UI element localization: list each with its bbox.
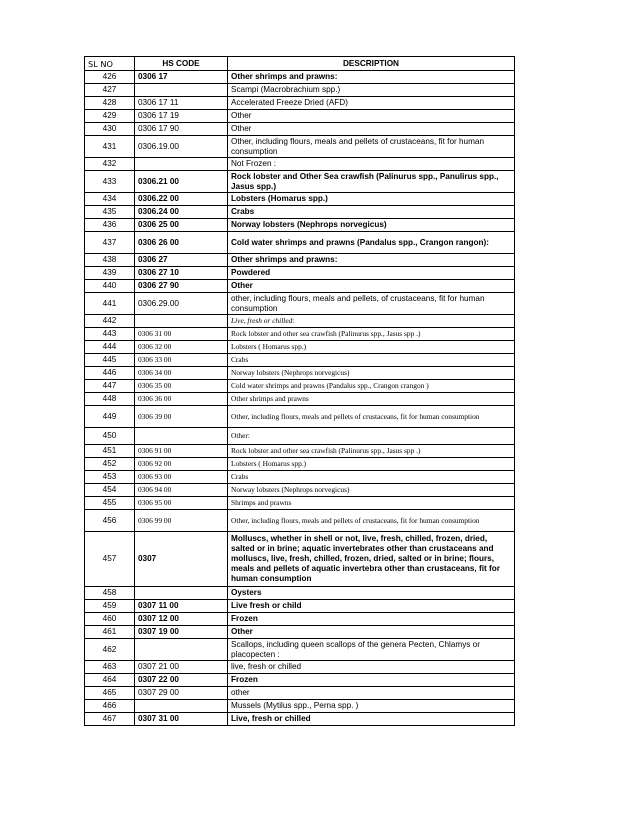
hs-code-cell: 0307 21 00	[135, 661, 228, 674]
table-row	[85, 639, 515, 661]
table-row	[85, 406, 515, 428]
description-cell: Live, fresh or chilled	[228, 713, 515, 726]
sl-no-cell: 429	[85, 110, 135, 123]
header-hs-code: HS CODE	[135, 57, 228, 71]
hs-code-cell: 0306 36 00	[135, 393, 228, 406]
sl-no-cell: 437	[85, 232, 135, 254]
sl-no-cell: 449	[85, 406, 135, 428]
sl-no-cell: 433	[85, 171, 135, 193]
description-cell: Other, including flours, meals and pellets of crustaceans, fit for human consumption	[228, 406, 515, 428]
hs-code-cell: 0306 99 00	[135, 510, 228, 532]
hs-code-cell: 0307 11 00	[135, 600, 228, 613]
sl-no-cell: 431	[85, 136, 135, 158]
table-row	[85, 328, 515, 341]
sl-no-cell: 447	[85, 380, 135, 393]
hs-code-cell: 0306 35 00	[135, 380, 228, 393]
hs-code-cell: 0307 12 00	[135, 613, 228, 626]
table-row	[85, 687, 515, 700]
hs-code-cell: 0306.29.00	[135, 293, 228, 315]
hs-code-cell: 0306 94 00	[135, 484, 228, 497]
hs-code-cell: 0306 17	[135, 71, 228, 84]
hs-code-cell: 0306.19.00	[135, 136, 228, 158]
sl-no-cell: 454	[85, 484, 135, 497]
hs-code-cell: 0306 95 00	[135, 497, 228, 510]
sl-no-cell: 448	[85, 393, 135, 406]
table-row	[85, 471, 515, 484]
description-cell: Accelerated Freeze Dried (AFD)	[228, 97, 515, 110]
description-cell: other	[228, 687, 515, 700]
description-cell: Other shrimps and prawns:	[228, 71, 515, 84]
description-cell: live, fresh or chilled	[228, 661, 515, 674]
description-cell: Lobsters (Homarus spp.)	[228, 193, 515, 206]
hs-code-cell: 0306 17 19	[135, 110, 228, 123]
description-cell: Other, including flours, meals and pellets of crustaceans, fit for human consumption	[228, 510, 515, 532]
hs-code-cell	[135, 315, 228, 328]
table-row	[85, 123, 515, 136]
hs-code-cell: 0306 92 00	[135, 458, 228, 471]
hs-code-cell: 0306 34 00	[135, 367, 228, 380]
description-cell: Not Frozen :	[228, 158, 515, 171]
sl-no-cell: 438	[85, 254, 135, 267]
description-cell: Other, including flours, meals and pellets of crustaceans, fit for human consumption	[228, 136, 515, 158]
description-cell: Other	[228, 626, 515, 639]
table-row	[85, 158, 515, 171]
hs-code-cell: 0306 27 90	[135, 280, 228, 293]
table-row	[85, 445, 515, 458]
table-row	[85, 354, 515, 367]
table-row	[85, 367, 515, 380]
sl-no-cell: 443	[85, 328, 135, 341]
hs-code-cell	[135, 587, 228, 600]
table-row	[85, 428, 515, 445]
hs-code-cell: 0307 19 00	[135, 626, 228, 639]
hs-code-cell: 0306 39 00	[135, 406, 228, 428]
description-cell: Other shrimps and prawns	[228, 393, 515, 406]
header-sl-no: SL NO	[85, 57, 135, 71]
sl-no-cell: 430	[85, 123, 135, 136]
sl-no-cell: 439	[85, 267, 135, 280]
description-cell: Rock lobster and Other Sea crawfish (Palinurus spp., Panulirus spp., Jasus spp.)	[228, 171, 515, 193]
table-row	[85, 510, 515, 532]
description-cell: Norway lobsters (Nephrops norvegicus)	[228, 367, 515, 380]
hs-code-cell	[135, 428, 228, 445]
description-cell: Other	[228, 110, 515, 123]
description-cell: Crabs	[228, 354, 515, 367]
header-description: DESCRIPTION	[228, 57, 515, 71]
description-cell: Oysters	[228, 587, 515, 600]
sl-no-cell: 462	[85, 639, 135, 661]
sl-no-cell: 450	[85, 428, 135, 445]
description-cell: Rock lobster and other sea crawfish (Palinurus spp., Jasus spp .)	[228, 328, 515, 341]
description-cell: Scampi (Macrobrachium spp.)	[228, 84, 515, 97]
table-row	[85, 613, 515, 626]
hs-code-cell: 0306 27	[135, 254, 228, 267]
sl-no-cell: 451	[85, 445, 135, 458]
sl-no-cell: 458	[85, 587, 135, 600]
sl-no-cell: 456	[85, 510, 135, 532]
hs-code-cell: 0307 31 00	[135, 713, 228, 726]
sl-no-cell: 436	[85, 219, 135, 232]
table-row	[85, 713, 515, 726]
hs-code-cell	[135, 639, 228, 661]
table-row	[85, 600, 515, 613]
description-cell: Live fresh or child	[228, 600, 515, 613]
sl-no-cell: 465	[85, 687, 135, 700]
description-cell: Live, fresh or chilled:	[228, 315, 515, 328]
hs-code-cell: 0307 29 00	[135, 687, 228, 700]
table-row	[85, 458, 515, 471]
table-row	[85, 626, 515, 639]
sl-no-cell: 445	[85, 354, 135, 367]
sl-no-cell: 428	[85, 97, 135, 110]
table-row	[85, 267, 515, 280]
hs-code-cell	[135, 84, 228, 97]
hs-code-table	[84, 56, 515, 726]
description-cell: Crabs	[228, 206, 515, 219]
hs-code-cell: 0306 31 00	[135, 328, 228, 341]
sl-no-cell: 457	[85, 532, 135, 587]
table-row	[85, 532, 515, 587]
description-cell: Powdered	[228, 267, 515, 280]
table-row	[85, 341, 515, 354]
table-row	[85, 219, 515, 232]
table-row	[85, 206, 515, 219]
sl-no-cell: 435	[85, 206, 135, 219]
hs-code-cell: 0306 27 10	[135, 267, 228, 280]
sl-no-cell: 432	[85, 158, 135, 171]
sl-no-cell: 464	[85, 674, 135, 687]
table-row	[85, 587, 515, 600]
table-body	[85, 71, 515, 726]
description-cell: Crabs	[228, 471, 515, 484]
hs-code-cell: 0306.24 00	[135, 206, 228, 219]
sl-no-cell: 434	[85, 193, 135, 206]
description-cell: Lobsters ( Homarus spp.)	[228, 458, 515, 471]
table-row	[85, 136, 515, 158]
hs-code-cell: 0306 17 11	[135, 97, 228, 110]
sl-no-cell: 466	[85, 700, 135, 713]
hs-code-cell: 0306 17 90	[135, 123, 228, 136]
sl-no-cell: 460	[85, 613, 135, 626]
sl-no-cell: 426	[85, 71, 135, 84]
sl-no-cell: 461	[85, 626, 135, 639]
sl-no-cell: 442	[85, 315, 135, 328]
table-row	[85, 84, 515, 97]
table-row	[85, 315, 515, 328]
hs-code-cell: 0306 32 00	[135, 341, 228, 354]
sl-no-cell: 467	[85, 713, 135, 726]
table-row	[85, 393, 515, 406]
sl-no-cell: 463	[85, 661, 135, 674]
table-row	[85, 254, 515, 267]
description-cell: Scallops, including queen scallops of the genera Pecten, Chlamys or placopecten :	[228, 639, 515, 661]
description-cell: Other:	[228, 428, 515, 445]
hs-code-cell: 0306.22 00	[135, 193, 228, 206]
sl-no-cell: 440	[85, 280, 135, 293]
sl-no-cell: 459	[85, 600, 135, 613]
description-cell: Shrimps and prawns	[228, 497, 515, 510]
hs-code-cell: 0306 33 00	[135, 354, 228, 367]
hs-code-cell: 0306 26 00	[135, 232, 228, 254]
table-row	[85, 280, 515, 293]
description-cell: Cold water shrimps and prawns (Pandalus spp., Crangon crangon )	[228, 380, 515, 393]
hs-code-cell: 0307	[135, 532, 228, 587]
description-cell: Other	[228, 123, 515, 136]
table-row	[85, 674, 515, 687]
description-cell: Molluscs, whether in shell or not, live, fresh, chilled, frozen, dried, salted or in brine; aquatic invertebrates other than crustaceans and molluscs, live, fresh, chilled, frozen, dried, salted or in brine; flours, meals and pellets of aquatic invertebra other than crustaceans, fit for human consumption	[228, 532, 515, 587]
description-cell: Other shrimps and prawns:	[228, 254, 515, 267]
description-cell: Norway lobsters (Nephrops norvegicus)	[228, 484, 515, 497]
sl-no-cell: 455	[85, 497, 135, 510]
hs-code-cell	[135, 158, 228, 171]
table-row	[85, 193, 515, 206]
description-cell: Lobsters ( Homarus spp.)	[228, 341, 515, 354]
table-row	[85, 497, 515, 510]
table-row	[85, 380, 515, 393]
description-cell: Mussels (Mytilus spp., Perna spp. )	[228, 700, 515, 713]
table-row	[85, 232, 515, 254]
sl-no-cell: 444	[85, 341, 135, 354]
description-cell: Frozen	[228, 674, 515, 687]
sl-no-cell: 427	[85, 84, 135, 97]
hs-code-cell: 0306 25 00	[135, 219, 228, 232]
table-header-row	[85, 57, 515, 71]
hs-code-cell	[135, 700, 228, 713]
description-cell: Norway lobsters (Nephrops norvegicus)	[228, 219, 515, 232]
sl-no-cell: 453	[85, 471, 135, 484]
sl-no-cell: 452	[85, 458, 135, 471]
table-row	[85, 293, 515, 315]
hs-code-cell: 0306 91 00	[135, 445, 228, 458]
description-cell: Cold water shrimps and prawns (Pandalus spp., Crangon rangon):	[228, 232, 515, 254]
description-cell: Other	[228, 280, 515, 293]
hs-code-cell: 0307 22 00	[135, 674, 228, 687]
table-row	[85, 110, 515, 123]
table-row	[85, 71, 515, 84]
hs-code-cell: 0306 93 00	[135, 471, 228, 484]
hs-code-cell: 0306.21 00	[135, 171, 228, 193]
description-cell: Frozen	[228, 613, 515, 626]
sl-no-cell: 441	[85, 293, 135, 315]
description-cell: Rock lobster and other sea crawfish (Palinurus spp., Jasus spp .)	[228, 445, 515, 458]
table-row	[85, 661, 515, 674]
description-cell: other, including flours, meals and pellets, of crustaceans, fit for human consumption	[228, 293, 515, 315]
table-row	[85, 97, 515, 110]
table-row	[85, 171, 515, 193]
table-row	[85, 700, 515, 713]
table-row	[85, 484, 515, 497]
sl-no-cell: 446	[85, 367, 135, 380]
